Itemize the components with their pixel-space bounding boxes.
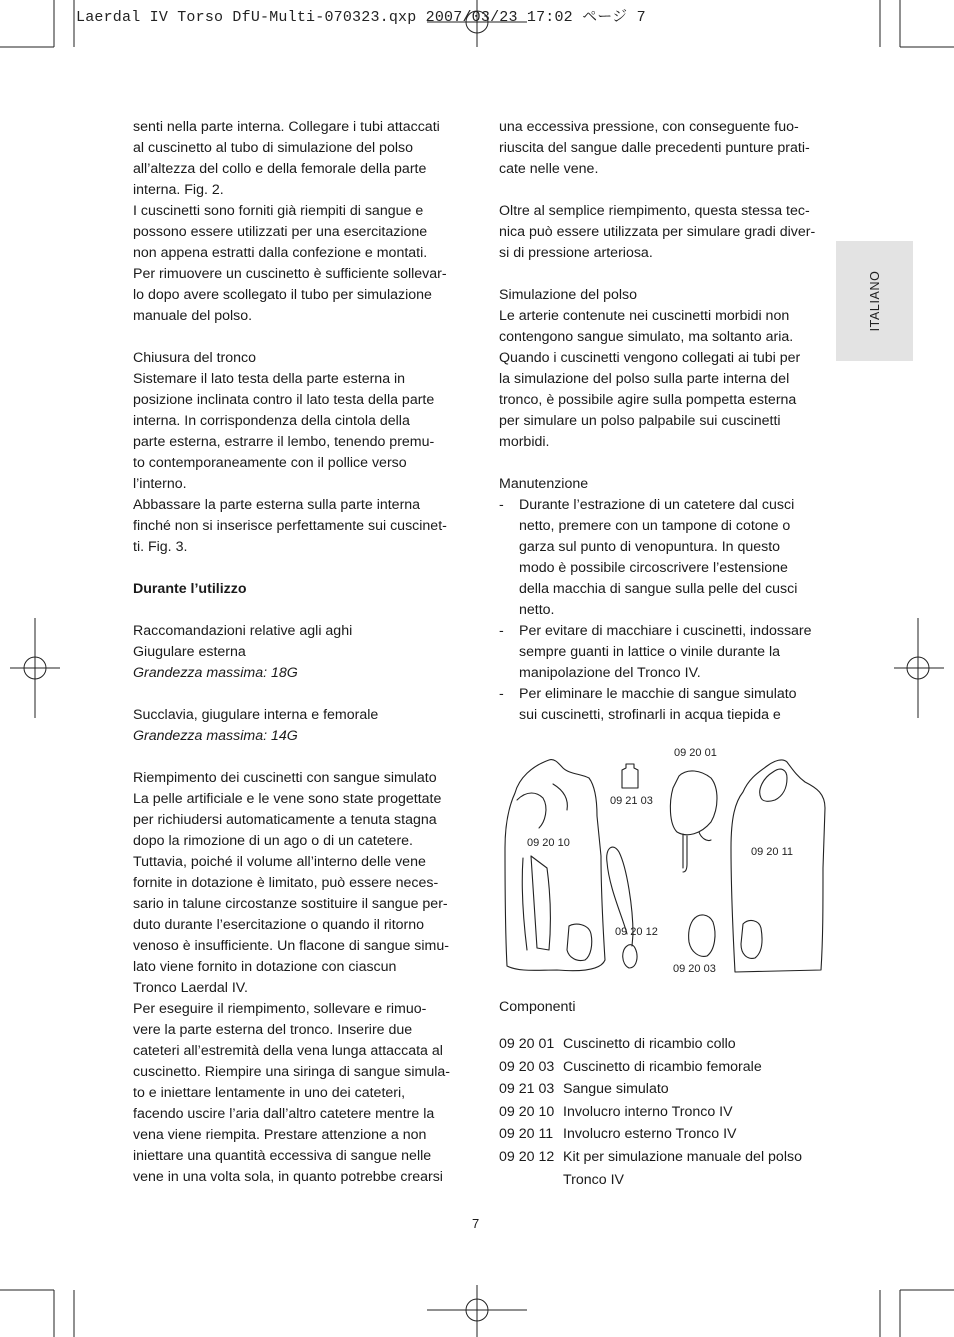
text-line: lo dopo avere scollegato il tubo per simulazione — [133, 287, 432, 303]
text-line: Le arterie contenute nei cuscinetti morbidi non — [499, 308, 790, 324]
component-name: Cuscinetto di ricambio collo — [563, 1036, 736, 1052]
component-item — [499, 1146, 829, 1191]
text-line: senti nella parte interna. Collegare i tubi attaccati — [133, 119, 440, 135]
component-item — [499, 1033, 829, 1056]
label-outer-skin: 09 20 11 — [751, 846, 794, 858]
text-line: Abbassare la parte esterna sulla parte interna — [133, 497, 421, 513]
text-line: cateteri all’estremità della vena lunga attaccata al — [133, 1043, 443, 1059]
component-name: Cuscinetto di ricambio femorale — [563, 1058, 762, 1075]
bullet-dash: - — [499, 623, 504, 639]
text-line: Tuttavia, poiché il volume all’interno delle vene — [133, 854, 426, 870]
text-line: contengono sangue simulato, ma soltanto aria. — [499, 329, 794, 345]
maintenance-item — [499, 495, 829, 621]
text-line: lato viene fornito in dotazione con ciascun — [133, 959, 397, 975]
neck-pad-drawing — [670, 771, 717, 835]
print-slug-header: Laerdal IV Torso DfU-Multi-070323.qxp 2007/03/23 17:02 ページ 7 — [76, 9, 646, 26]
component-name: Kit per simulazione manuale del polso Tronco IV — [563, 1148, 802, 1188]
label-neck-pad: 09 20 01 — [674, 747, 717, 759]
needle-site: Giugulare esterna — [133, 644, 246, 660]
femoral-pad-drawing — [689, 915, 715, 956]
text-line: ti. Fig. 3. — [133, 539, 188, 555]
text-line: nica può essere utilizzata per simulare gradi diver- — [499, 224, 816, 240]
text-line: interna. In corrispondenza della cintola della — [133, 413, 410, 429]
page-number: 7 — [472, 1216, 480, 1231]
component-code: 09 20 01 — [499, 1036, 555, 1052]
component-code: 09 20 10 — [499, 1103, 555, 1120]
components-illustration — [497, 738, 832, 983]
maintenance-item — [499, 684, 829, 726]
text-line: per richiudersi automaticamente a tenuta stagna — [133, 812, 437, 828]
text-line: duto durante l’esercitazione o quando il ritorno — [133, 917, 425, 933]
text-line: posizione inclinata contro il lato testa della parte — [133, 392, 435, 408]
text-line: netto. — [519, 602, 555, 618]
text-line: per simulare un polso palpabile sui cuscinetti — [499, 413, 781, 429]
right-column — [499, 117, 829, 726]
text-line: modo è possibile circoscrivere l’estensione — [519, 560, 788, 576]
text-line: morbidi. — [499, 434, 550, 450]
label-inner-skin: 09 20 10 — [527, 837, 570, 849]
left-column — [133, 117, 463, 1188]
text-line: Per eliminare le macchie di sangue simulato — [519, 686, 797, 702]
needle-size: Grandezza massima: 18G — [133, 665, 298, 681]
text-line: Oltre al semplice riempimento, questa stessa tec- — [499, 203, 810, 219]
component-code: 09 20 12 — [499, 1148, 555, 1165]
text-line: una eccessiva pressione, con conseguente fuo- — [499, 119, 799, 135]
label-pulse-kit: 09 20 12 — [615, 926, 658, 938]
language-tab-label: ITALIANO — [867, 270, 882, 332]
text-line: cate nelle vene. — [499, 161, 599, 177]
text-line: possono essere utilizzati per una esercitazione — [133, 224, 428, 240]
text-line: al cuscinetto al tubo di simulazione del polso — [133, 140, 413, 156]
text-line: la simulazione del polso sulla parte interna del — [499, 371, 790, 387]
component-item — [499, 1123, 829, 1146]
needles-heading: Raccomandazioni relative agli aghi — [133, 623, 353, 639]
outer-torso-drawing — [731, 760, 825, 972]
text-line: sario in talune circostanze sostituire il sangue per- — [133, 896, 448, 912]
text-line: si di pressione arteriosa. — [499, 245, 653, 261]
text-line: Durante l’estrazione di un catetere dal cusci — [519, 497, 795, 513]
text-line: facendo uscire l’aria dall’altro catetere mentre la — [133, 1106, 435, 1122]
blood-bottle-drawing — [622, 764, 638, 788]
pulse-heading: Simulazione del polso — [499, 287, 638, 303]
component-item — [499, 1056, 829, 1079]
maintenance-item — [499, 621, 829, 684]
during-use-heading: Durante l’utilizzo — [133, 581, 247, 597]
text-line: Tronco Laerdal IV. — [133, 980, 248, 996]
text-line: parte esterna, estrarre il lembo, tenendo premu- — [133, 434, 435, 450]
text-line: garza sul punto di venopuntura. In questo — [519, 539, 781, 555]
text-line: manipolazione del Tronco IV. — [519, 665, 701, 681]
label-femoral-pad: 09 20 03 — [673, 963, 716, 975]
component-item — [499, 1101, 829, 1124]
text-line: vena viene riempita. Prestare attenzione a non — [133, 1127, 427, 1143]
text-line: sui cuscinetti, strofinarli in acqua tiepida e — [519, 707, 781, 723]
needle-size: Grandezza massima: 14G — [133, 728, 298, 744]
component-item — [499, 1078, 829, 1101]
text-line: to contemporaneamente con il pollice verso — [133, 455, 407, 471]
text-line: della macchia di sangue sulla pelle del cusci — [519, 581, 798, 597]
text-line: all’altezza del collo e della femorale della parte — [133, 161, 427, 177]
text-line: Per eseguire il riempimento, sollevare e rimuo- — [133, 1001, 427, 1017]
text-line: sempre guanti in lattice o vinile durante la — [519, 644, 781, 660]
text-line: interna. Fig. 2. — [133, 182, 224, 198]
text-line: I cuscinetti sono forniti già riempiti di sangue e — [133, 203, 424, 219]
component-name: Involucro esterno Tronco IV — [563, 1126, 737, 1143]
bullet-dash: - — [499, 497, 504, 513]
text-line: Quando i cuscinetti vengono collegati ai tubi per — [499, 350, 801, 366]
text-line: riuscita del sangue dalle precedenti punture prati- — [499, 140, 810, 156]
text-line: Sistemare il lato testa della parte esterna in — [133, 371, 406, 387]
text-line: netto, premere con un tampone di cotone o — [519, 518, 791, 534]
components-list — [499, 1033, 829, 1191]
component-code: 09 20 11 — [499, 1126, 554, 1143]
bullet-dash: - — [499, 686, 504, 702]
components-title: Componenti — [499, 999, 576, 1015]
text-line: tronco, è possibile agire sulla pompetta esterna — [499, 392, 797, 408]
text-line: fornite in dotazione è limitato, può essere neces- — [133, 875, 439, 891]
text-line: iniettare una quantità eccessiva di sangue nelle — [133, 1148, 432, 1164]
text-line: l’interno. — [133, 476, 187, 492]
text-line: vene in una volta sola, in quanto potrebbe crearsi — [133, 1169, 443, 1185]
text-line: Per rimuovere un cuscinetto è sufficiente sollevar- — [133, 266, 447, 282]
text-line: non appena estratti dalla confezione e montati. — [133, 245, 428, 261]
text-line: to e iniettare lentamente in uno dei cateteri, — [133, 1085, 406, 1101]
component-name: Involucro interno Tronco IV — [563, 1103, 733, 1120]
text-line: venoso è insufficiente. Un flacone di sangue simu- — [133, 938, 449, 954]
text-line: finché non si inserisce perfettamente sui cuscinet- — [133, 518, 447, 534]
text-line: Per evitare di macchiare i cuscinetti, indossare — [519, 623, 812, 639]
language-tab — [836, 241, 913, 361]
filling-heading: Riempimento dei cuscinetti con sangue simulato — [133, 770, 437, 786]
label-blood: 09 21 03 — [610, 795, 653, 807]
text-line: manuale del polso. — [133, 308, 253, 324]
closing-heading: Chiusura del tronco — [133, 350, 257, 366]
text-line: vere la parte esterna del tronco. Inserire due — [133, 1022, 413, 1038]
inner-torso-drawing — [505, 760, 605, 971]
component-code: 09 21 03 — [499, 1081, 555, 1098]
text-line: dopo la rimozione di un ago o di un catetere. — [133, 833, 413, 849]
needle-site: Succlavia, giugulare interna e femorale — [133, 707, 379, 723]
pulse-kit-drawing — [607, 847, 633, 934]
component-code: 09 20 03 — [499, 1058, 555, 1075]
maintenance-heading: Manutenzione — [499, 476, 589, 492]
text-line: cuscinetto. Riempire una siringa di sangue simula- — [133, 1064, 451, 1080]
text-line: La pelle artificiale e le vene sono state progettate — [133, 791, 442, 807]
component-name: Sangue simulato — [563, 1081, 669, 1098]
